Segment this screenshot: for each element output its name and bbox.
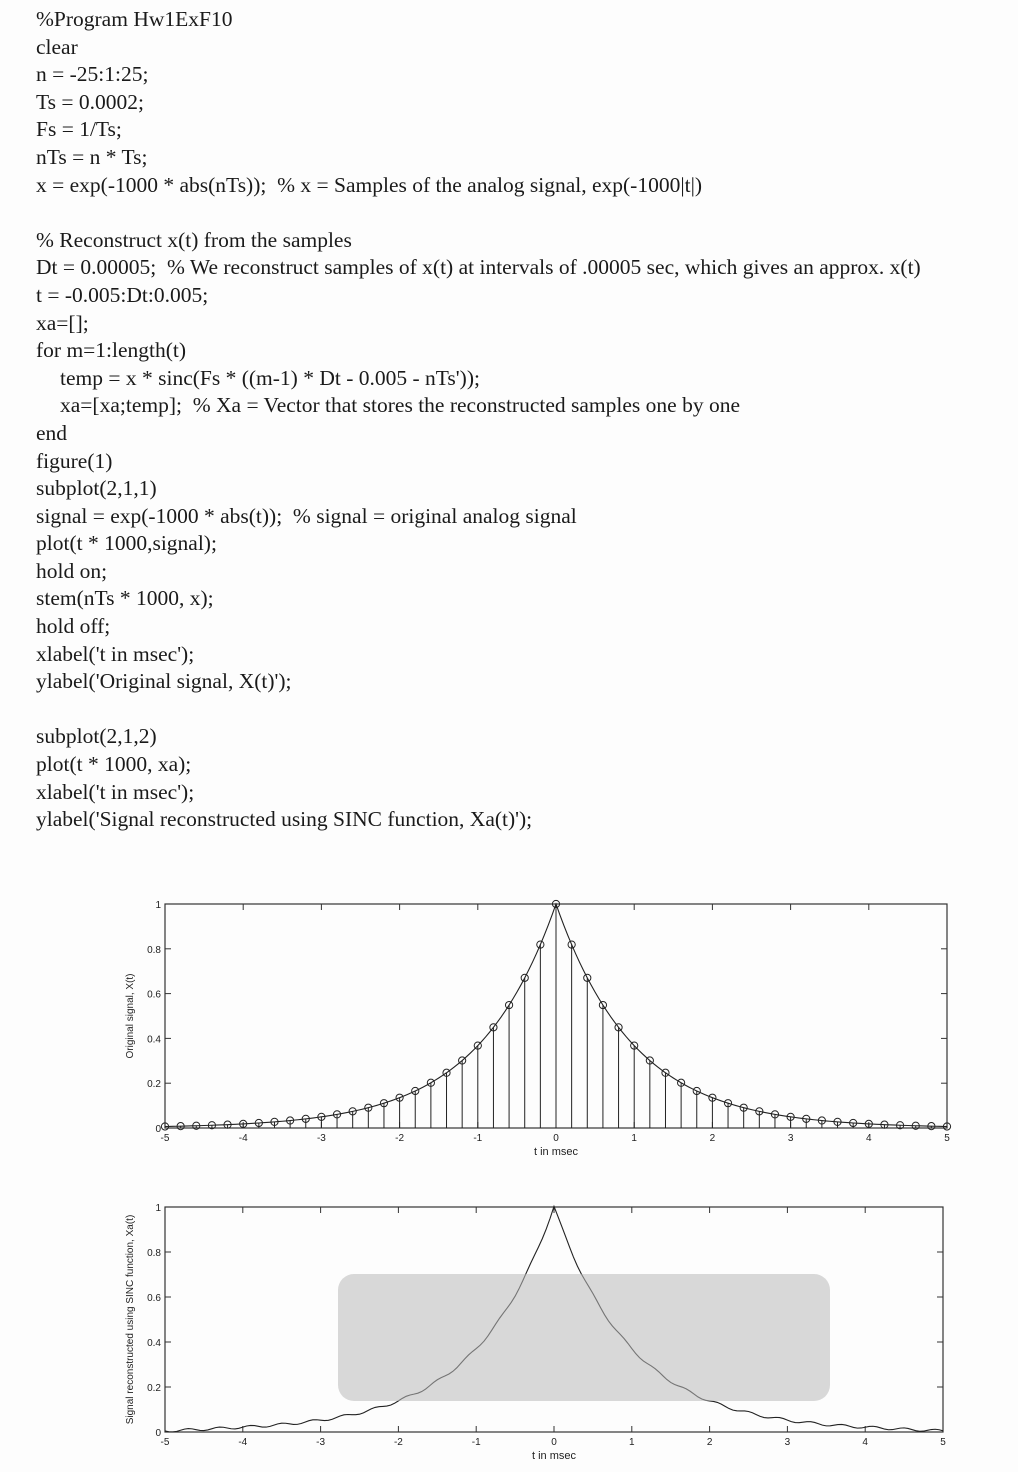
code-line: xlabel('t in msec'); <box>36 641 195 666</box>
x-tick-label: 3 <box>787 1133 794 1144</box>
code-line: %Program Hw1ExF10 <box>36 7 233 31</box>
x-tick-label: 1 <box>631 1133 637 1144</box>
y-tick-label: 0 <box>155 1124 161 1135</box>
code-line: ylabel('Original signal, X(t)'); <box>36 669 292 694</box>
y-tick-label: 0.8 <box>147 1248 161 1259</box>
code-line: end <box>36 420 68 445</box>
x-tick-label: -4 <box>238 1437 248 1448</box>
code-line: x = exp(-1000 * abs(nTs)); % x = Samples of the analog signal, exp(-1000|t|) <box>36 172 703 197</box>
x-tick-label: -1 <box>471 1437 481 1448</box>
code-line: hold on; <box>36 558 108 583</box>
x-tick-label: 5 <box>940 1437 946 1448</box>
code-line: ylabel('Signal reconstructed using SINC function, Xa(t)'); <box>36 807 533 832</box>
y-tick-label: 1 <box>155 900 161 911</box>
code-line <box>36 696 1011 724</box>
y-tick-label: 0.2 <box>147 1079 161 1091</box>
code-line: nTs = n * Ts; <box>36 144 148 169</box>
watermark-overlay <box>338 1274 830 1401</box>
y-tick-label: 0.4 <box>147 1034 161 1046</box>
code-line: stem(nTs * 1000, x); <box>36 586 214 611</box>
code-line: Fs = 1/Ts; <box>36 117 122 142</box>
y-tick-label: 0.2 <box>147 1383 161 1394</box>
x-tick-label: 1 <box>629 1437 635 1448</box>
x-tick-label: 4 <box>866 1133 872 1144</box>
x-tick-label: 2 <box>706 1437 713 1448</box>
y-tick-label: 0.6 <box>147 989 161 1001</box>
x-axis-label: t in msec <box>533 1146 579 1158</box>
code-line: subplot(2,1,1) <box>36 476 157 501</box>
x-tick-label: -5 <box>160 1437 170 1448</box>
code-line: xa=[]; <box>36 310 89 335</box>
code-line: clear <box>36 34 78 59</box>
x-tick-label: -3 <box>316 1133 326 1144</box>
x-tick-label: -3 <box>316 1437 326 1448</box>
y-tick-label: 1 <box>155 1203 161 1214</box>
code-line: % Reconstruct x(t) from the samples <box>36 227 352 252</box>
code-line: plot(t * 1000,signal); <box>36 531 217 556</box>
code-line: signal = exp(-1000 * abs(t)); % signal = original analog signal <box>36 503 577 528</box>
y-axis-label: Signal reconstructed using SINC function, Xa(t) <box>125 1214 136 1425</box>
x-tick-label: -1 <box>473 1133 483 1144</box>
code-line <box>36 199 1011 227</box>
code-line: n = -25:1:25; <box>36 62 149 87</box>
code-line: Ts = 0.0002; <box>36 89 144 114</box>
code-line: subplot(2,1,2) <box>36 724 157 749</box>
code-listing <box>36 6 1011 834</box>
code-line: xa=[xa;temp]; % Xa = Vector that stores the reconstructed samples one by one <box>60 393 740 418</box>
code-line: hold off; <box>36 614 111 639</box>
y-tick-label: 0 <box>155 1428 161 1439</box>
code-line: t = -0.005:Dt:0.005; <box>36 282 209 307</box>
y-tick-label: 0.8 <box>147 944 161 956</box>
x-tick-label: -4 <box>238 1133 248 1144</box>
code-line: for m=1:length(t) <box>36 338 187 363</box>
code-line: temp = x * sinc(Fs * ((m-1) * Dt - 0.005 - nTs')); <box>60 365 480 390</box>
y-tick-label: 0.6 <box>147 1293 161 1304</box>
x-tick-label: 2 <box>709 1133 716 1144</box>
x-tick-label: 0 <box>553 1133 559 1144</box>
code-line: Dt = 0.00005; % We reconstruct samples of x(t) at intervals of .00005 sec, which gives an approx. x(t) <box>36 255 921 280</box>
x-tick-label: 4 <box>862 1437 868 1448</box>
code-line: xlabel('t in msec'); <box>36 779 195 804</box>
x-tick-label: -2 <box>395 1133 405 1144</box>
x-tick-label: -2 <box>393 1437 403 1448</box>
x-axis-label: t in msec <box>531 1450 577 1462</box>
y-axis-label: Original signal, X(t) <box>125 973 136 1059</box>
x-tick-label: 3 <box>784 1437 791 1448</box>
x-tick-label: 5 <box>944 1133 950 1144</box>
x-tick-label: -5 <box>160 1133 170 1144</box>
code-line: plot(t * 1000, xa); <box>36 752 192 777</box>
code-line: figure(1) <box>36 448 113 473</box>
x-tick-label: 0 <box>551 1437 557 1448</box>
y-tick-label: 0.4 <box>147 1338 161 1349</box>
plot-original-signal <box>0 880 1018 1165</box>
